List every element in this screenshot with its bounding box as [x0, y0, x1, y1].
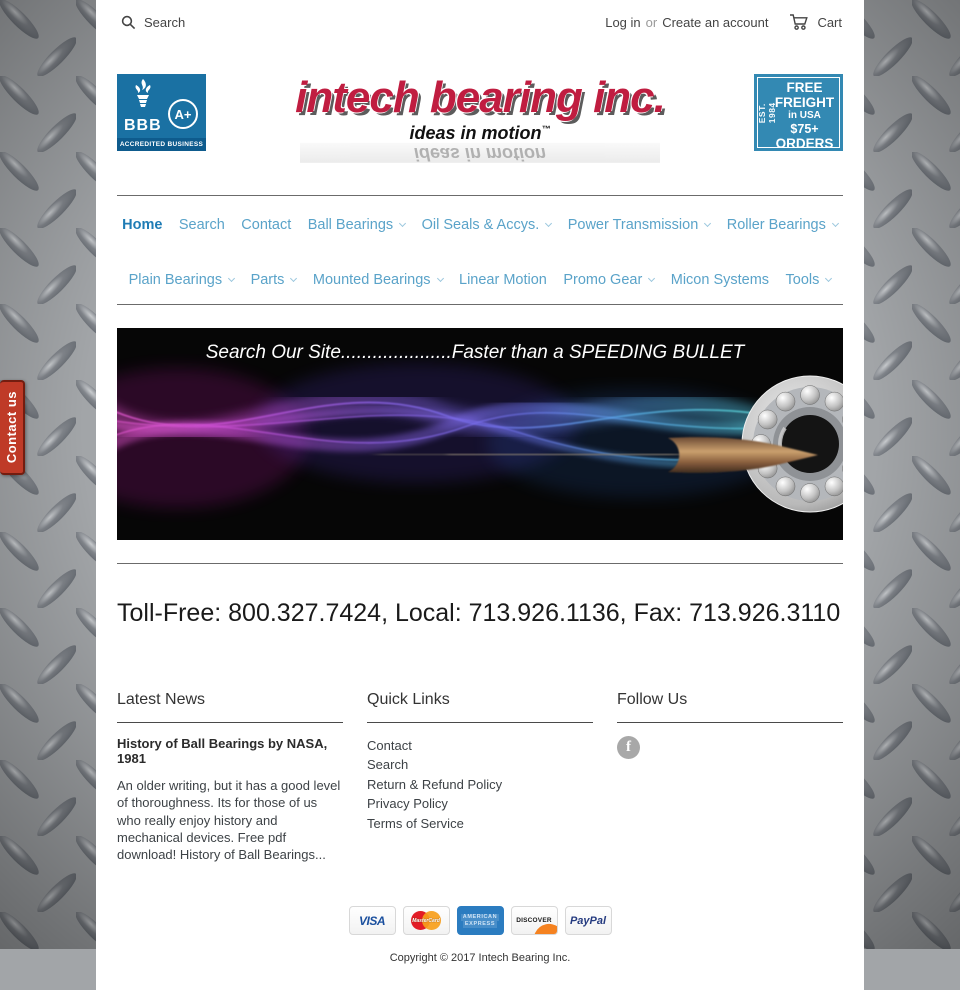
- nav-promo-gear[interactable]: Promo Gear: [563, 265, 654, 295]
- quick-links-heading: Quick Links: [367, 691, 593, 723]
- bbb-accredited-badge[interactable]: [117, 74, 206, 151]
- bbb-torch-icon: [130, 79, 156, 113]
- chevron-down-icon: [825, 275, 832, 282]
- nav-plain-bearings[interactable]: Plain Bearings: [129, 265, 235, 295]
- nav-home[interactable]: Home: [122, 210, 162, 240]
- bbb-rating: A+: [168, 99, 198, 129]
- nav-search[interactable]: Search: [179, 210, 225, 240]
- chevron-down-icon: [832, 220, 839, 227]
- footer-link-search[interactable]: Search: [367, 755, 593, 774]
- banner-caption: Search Our Site.....................Faster than a SPEEDING BULLET: [206, 342, 746, 363]
- cart-link[interactable]: [789, 13, 842, 31]
- copyright-text: Copyright © 2017 Intech Bearing Inc.: [96, 952, 864, 964]
- login-link[interactable]: Log in: [605, 15, 640, 30]
- free-freight-badge: [754, 74, 843, 151]
- discover-badge: DISCOVER: [511, 906, 558, 935]
- facebook-icon[interactable]: f: [617, 736, 640, 759]
- footer-link-contact[interactable]: Contact: [367, 736, 593, 755]
- latest-news-column: [117, 691, 343, 863]
- nav-contact[interactable]: Contact: [241, 210, 291, 240]
- follow-us-column: [617, 691, 843, 863]
- contact-us-tab-label: Contact us: [4, 391, 19, 463]
- nav-row-2: [96, 265, 864, 295]
- search-label: Search: [144, 15, 185, 30]
- hero-banner-image: [117, 328, 843, 540]
- footer-link-terms-of-service[interactable]: Terms of Service: [367, 814, 593, 833]
- site-logo-title: intech bearing inc.: [206, 76, 754, 120]
- quick-links-column: [367, 691, 593, 863]
- nav-oil-seals[interactable]: Oil Seals & Accys.: [422, 210, 552, 240]
- bbb-name: BBB: [124, 117, 162, 135]
- trademark-symbol: ™: [542, 124, 551, 134]
- hero-banner: [117, 328, 843, 540]
- phone-numbers: Toll-Free: 800.327.7424, Local: 713.926.1136, Fax: 713.926.3110: [96, 564, 864, 628]
- search-link[interactable]: [121, 15, 185, 30]
- main-nav: [96, 196, 864, 304]
- latest-news-heading: Latest News: [117, 691, 343, 723]
- site-logo-tagline-reflection: ideas in motion: [300, 143, 660, 163]
- paypal-badge: PayPal: [565, 906, 612, 935]
- mastercard-circles: MasterCard: [411, 911, 441, 930]
- account-area: [605, 13, 842, 31]
- cart-label: Cart: [817, 15, 842, 30]
- visa-badge: VISA: [349, 906, 396, 935]
- footer-link-privacy-policy[interactable]: Privacy Policy: [367, 794, 593, 813]
- follow-us-heading: Follow Us: [617, 691, 843, 723]
- chevron-down-icon: [228, 275, 235, 282]
- nav-row-1: [96, 210, 864, 240]
- chevron-down-icon: [545, 220, 552, 227]
- or-text: or: [646, 15, 658, 30]
- cart-icon: [789, 13, 810, 31]
- site-logo[interactable]: [206, 74, 754, 163]
- search-icon: [121, 15, 136, 30]
- create-account-link[interactable]: Create an account: [662, 15, 768, 30]
- chevron-down-icon: [290, 275, 297, 282]
- mastercard-badge: [403, 906, 450, 935]
- site-logo-tagline: ideas in motion™: [300, 124, 660, 144]
- chevron-down-icon: [437, 275, 444, 282]
- site-logo-tagline-wrap: [300, 124, 660, 163]
- established-year: EST. 1984: [757, 93, 777, 132]
- article-excerpt: An older writing, but it has a good level of thoroughness. Its for those of us who really enjoy history and mechanical devices. Free pdf download! History of Ball Bearings...: [117, 777, 343, 863]
- nav-micon-systems[interactable]: Micon Systems: [671, 265, 769, 295]
- nav-power-transmission[interactable]: Power Transmission: [568, 210, 711, 240]
- nav-mounted-bearings[interactable]: Mounted Bearings: [313, 265, 443, 295]
- topbar: [96, 0, 864, 44]
- chevron-down-icon: [399, 220, 406, 227]
- chevron-down-icon: [704, 220, 711, 227]
- freight-text: FREE FREIGHT in USA $75+ ORDERS: [754, 74, 843, 151]
- nav-parts[interactable]: Parts: [251, 265, 297, 295]
- amex-badge: AMERICAN EXPRESS: [457, 906, 504, 935]
- contact-us-tab[interactable]: [0, 380, 25, 475]
- footer-link-return-refund-policy[interactable]: Return & Refund Policy: [367, 775, 593, 794]
- divider-below-nav: [117, 304, 843, 305]
- nav-tools[interactable]: Tools: [786, 265, 832, 295]
- nav-linear-motion[interactable]: Linear Motion: [459, 265, 547, 295]
- header: [96, 44, 864, 195]
- chevron-down-icon: [648, 275, 655, 282]
- bbb-accredited-text: ACCREDITED BUSINESS: [117, 138, 206, 151]
- payment-methods: [96, 906, 864, 935]
- nav-roller-bearings[interactable]: Roller Bearings: [727, 210, 838, 240]
- nav-ball-bearings[interactable]: Ball Bearings: [308, 210, 405, 240]
- article-link[interactable]: History of Ball Bearings by NASA, 1981: [117, 736, 343, 766]
- footer: [96, 691, 864, 863]
- page: [96, 0, 864, 990]
